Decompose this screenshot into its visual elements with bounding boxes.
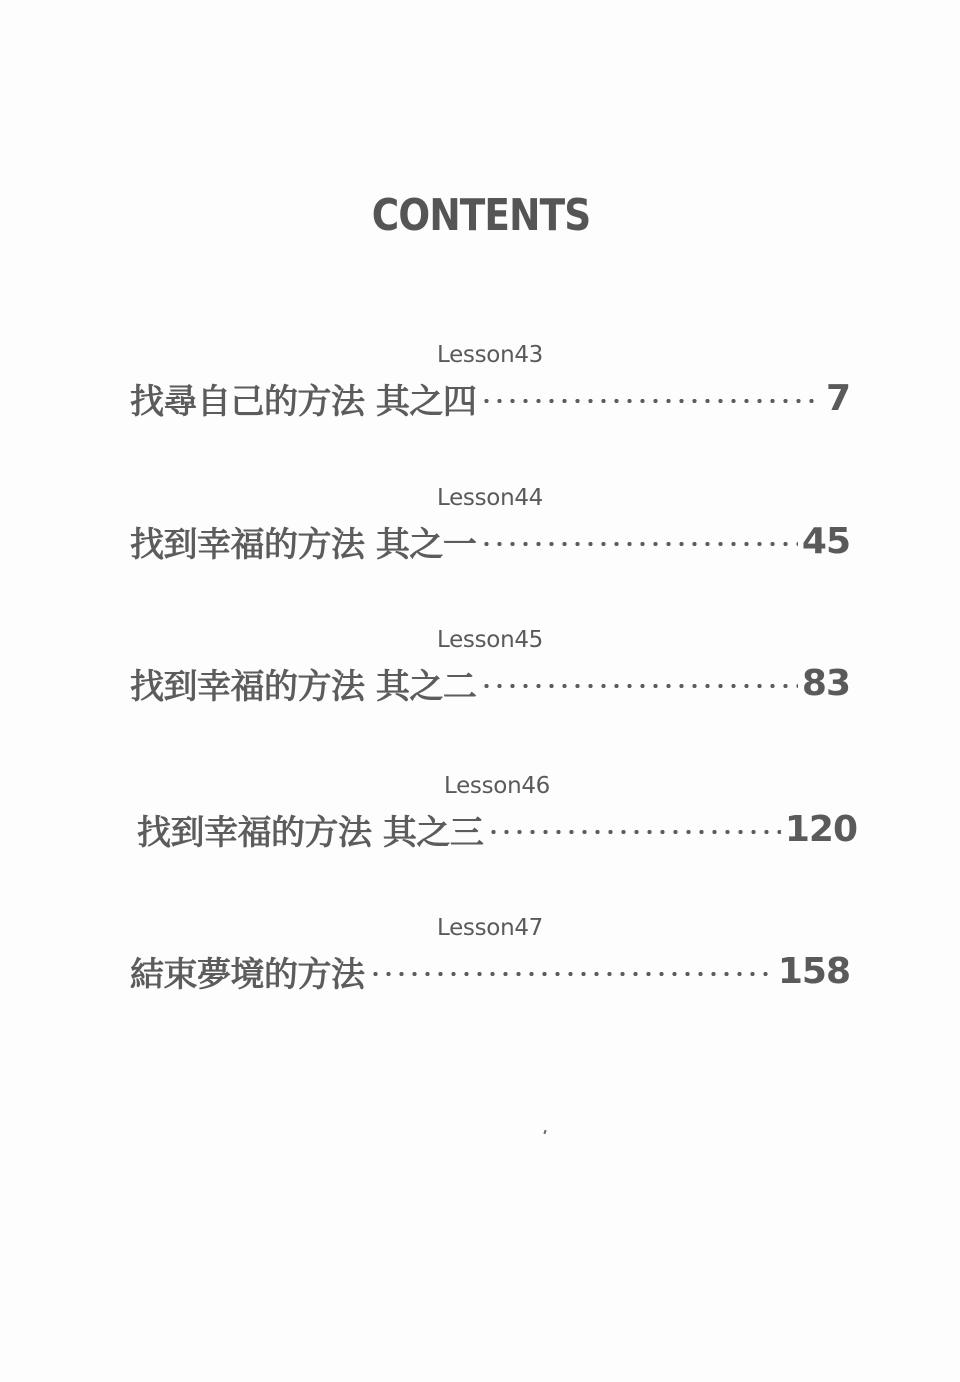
page-number: 7: [825, 377, 850, 419]
toc-entry-lesson46: [137, 773, 857, 863]
dot-leader: [487, 830, 781, 834]
chapter-title: 找尋自己的方法 其之四: [130, 381, 477, 422]
toc-entry-lesson45: [130, 627, 850, 717]
toc-line: [130, 374, 850, 422]
page-title: CONTENTS: [371, 190, 591, 241]
page-number: 120: [784, 808, 857, 850]
dot-leader: [480, 399, 822, 403]
chapter-title: 找到幸福的方法 其之二: [130, 666, 477, 707]
page-number: 158: [777, 950, 850, 992]
lesson-label: Lesson47: [436, 915, 544, 941]
chapter-title: 結束夢境的方法: [130, 954, 365, 995]
dot-leader: [480, 542, 798, 546]
lesson-label: Lesson44: [436, 485, 544, 511]
dot-leader: [480, 684, 798, 688]
toc-entry-lesson43: [130, 342, 850, 432]
toc-line: [130, 947, 850, 995]
lesson-label: Lesson46: [443, 773, 551, 799]
toc-entry-lesson44: [130, 485, 850, 575]
toc-entry-lesson47: [130, 915, 850, 1005]
toc-line: [137, 805, 857, 853]
ink-speck: [543, 1130, 546, 1134]
lesson-label: Lesson45: [436, 627, 544, 653]
toc-line: [130, 659, 850, 707]
toc-line: [130, 517, 850, 565]
page-number: 83: [801, 662, 850, 704]
page-number: 45: [801, 520, 850, 562]
dot-leader: [369, 972, 774, 976]
chapter-title: 找到幸福的方法 其之三: [137, 812, 484, 853]
chapter-title: 找到幸福的方法 其之一: [130, 524, 477, 565]
lesson-label: Lesson43: [436, 342, 544, 368]
